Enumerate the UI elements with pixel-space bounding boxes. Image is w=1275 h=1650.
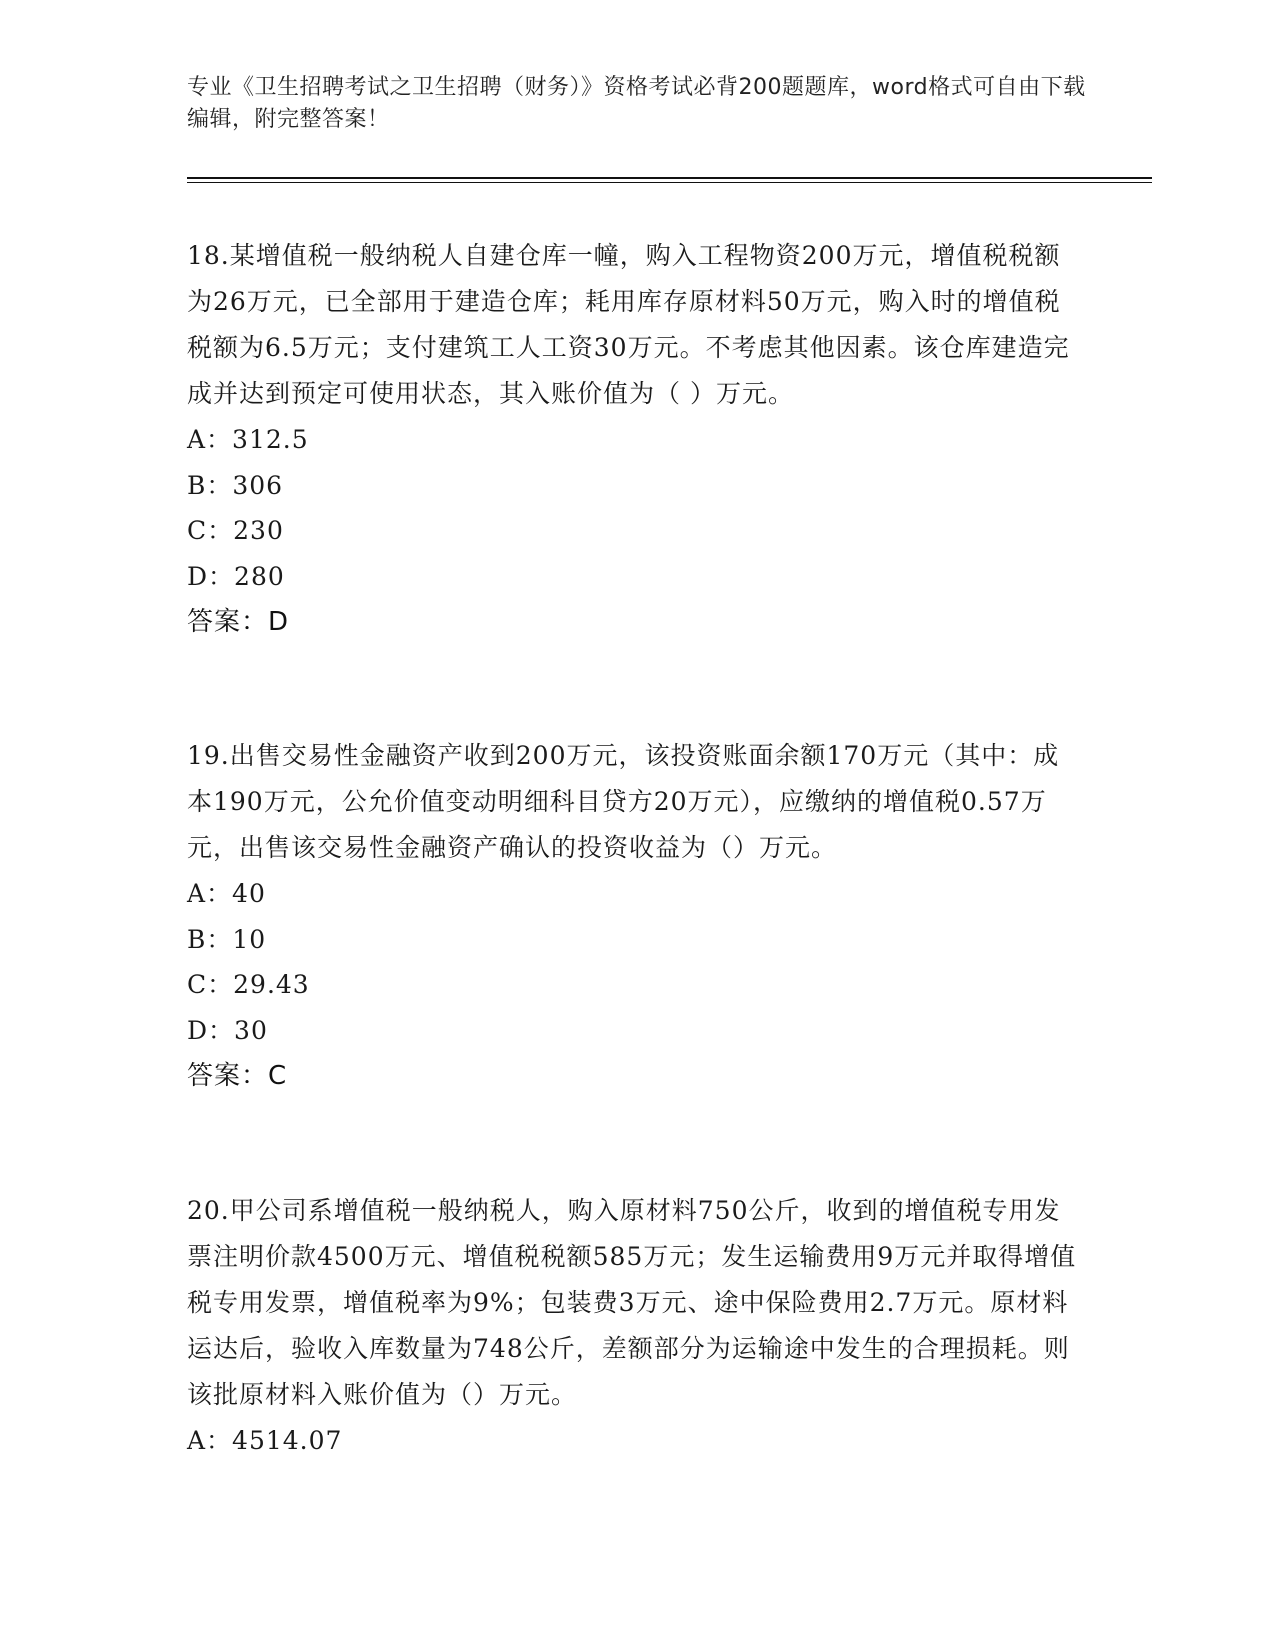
question-text: 19.出售交易性金融资产收到200万元，该投资账面余额170万元（其中：成本190万元，公允价值变动明细科目贷方20万元），应缴纳的增值税0.57万元，出售该交易性金融资产确认的投资收益为（）万元。: [187, 741, 1060, 862]
question-20: [187, 1188, 1077, 1464]
document-header: 专业《卫生招聘考试之卫生招聘（财务）》资格考试必背200题题库，word格式可自由下载编辑，附完整答案！: [187, 75, 1086, 132]
option-c: C：29.43: [187, 970, 310, 999]
option-b: B：306: [187, 470, 284, 500]
question-18: [187, 233, 1077, 645]
option-d: D：30: [187, 1015, 268, 1045]
question-text: 18.某增值税一般纳税人自建仓库一幢，购入工程物资200万元，增值税税额为26万元，已全部用于建造仓库；耗用库存原材料50万元，购入时的增值税税额为6.5万元；支付建筑工人工资30万元。不考虑其他因素。该仓库建造完成并达到预定可使用状态，其入账价值为（ ）万元。: [187, 241, 1070, 408]
option-c: C：230: [187, 516, 284, 545]
option-a: A：312.5: [187, 425, 309, 454]
option-b: B：10: [187, 924, 267, 954]
answer-label: 答案：C: [187, 1061, 288, 1091]
question-text: 20.甲公司系增值税一般纳税人，购入原材料750公斤，收到的增值税专用发票注明价款4500万元、增值税税额585万元；发生运输费用9万元并取得增值税专用发票，增值税率为9%；包装费3万元、途中保险费用2.7万元。原材料运达后，验收入库数量为748公斤，差额部分为运输途中发生的合理损耗。则该批原材料入账价值为（）万元。: [187, 1196, 1077, 1409]
option-a: A：40: [187, 879, 266, 908]
answer-label: 答案：D: [187, 607, 290, 637]
header-divider-thin: [187, 182, 1152, 183]
option-a: A：4514.07: [187, 1426, 343, 1455]
header-divider-thick: [187, 177, 1152, 179]
option-d: D：280: [187, 561, 285, 591]
question-19: [187, 733, 1077, 1099]
